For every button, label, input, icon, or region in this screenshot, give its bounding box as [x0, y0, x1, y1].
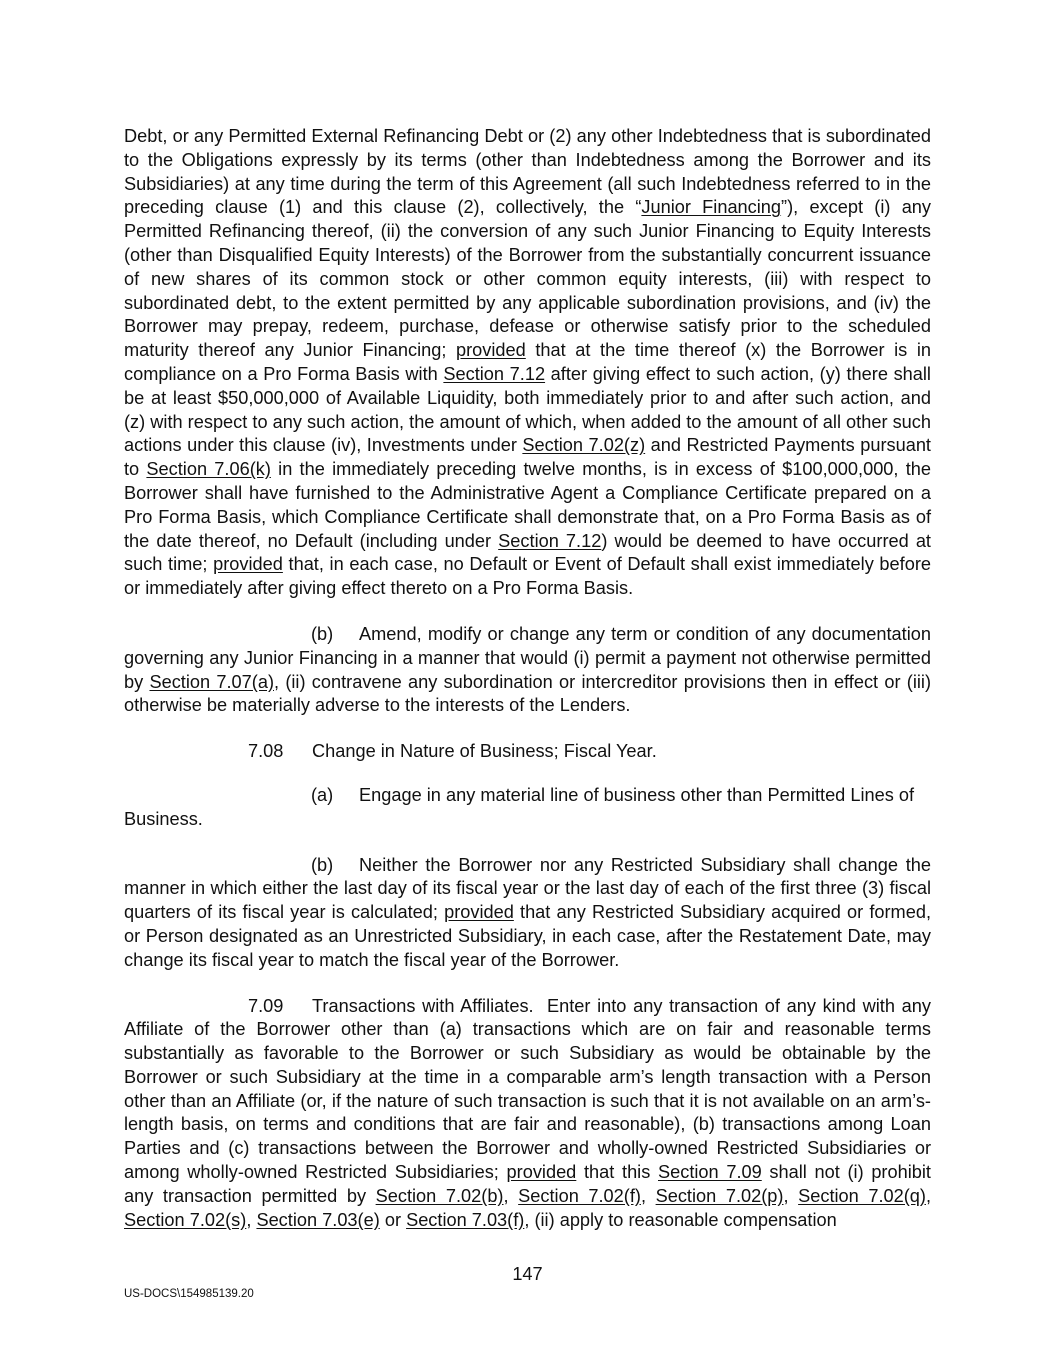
section-number: 7.09	[248, 995, 284, 1016]
document-id: US-DOCS\154985139.20	[124, 1288, 254, 1300]
paragraph-7-09	[124, 995, 931, 1233]
document-page	[124, 125, 931, 1232]
section-reference: Section 7.02(f)	[518, 1185, 641, 1206]
text: Engage in any material line of business other than Permitted Lines of Business.	[124, 784, 915, 829]
text: Amend, modify or change any term or condition of any documentation governing any Junior Financing in a manner that would (i) permit a payment not otherwise permitted by	[124, 623, 931, 692]
section-reference: Section 7.03(e)	[256, 1209, 380, 1230]
section-reference: Section 7.12	[443, 363, 546, 384]
separator: ,	[783, 1185, 799, 1206]
spacer	[124, 832, 931, 854]
section-reference: Section 7.02(s)	[124, 1209, 247, 1230]
text: ”), except (i) any Permitted Refinancing thereof, (ii) the conversion of any such Junior Financing to Equity Interests (other than Disqualified Equity Interests) of the Borrower from the substantially concurrent issuance of new shares of its common stock or other common equity interests, (iii) with respect to subordinated debt, to the extent permitted by any applicable subordination provisions, and (iv) the Borrower may prepay, redeem, purchase, defease or otherwise satisfy prior to the scheduled maturity thereof any Junior Financing;	[124, 197, 932, 361]
separator: or	[379, 1209, 407, 1230]
section-reference: Section 7.02(z)	[522, 435, 646, 456]
section-title: Change in Nature of Business; Fiscal Year.	[312, 741, 657, 762]
paragraph-junior-financing-continued	[124, 125, 931, 601]
paragraph-7-08-a	[124, 784, 931, 832]
provided-term: provided	[506, 1162, 577, 1183]
provided-term: provided	[456, 340, 526, 361]
separator: ,	[503, 1185, 519, 1206]
section-reference: Section 7.06(k)	[146, 459, 271, 480]
text: in the immediately preceding twelve months, is in excess of $100,000,000, the Borrower shall have furnished to the Administrative Agent a Compliance Certificate prepared on a Pro Forma Basis, which Compliance Certificate shall demonstrate that, on a Pro Forma Basis as of the date thereof, no Default (including under	[124, 459, 931, 551]
text: that, in each case, no Default or Event of Default shall exist immediately before or immediately after giving effect thereto on a Pro Forma Basis.	[124, 554, 931, 599]
separator: ,	[925, 1185, 932, 1206]
clause-label: (b)	[311, 854, 334, 875]
separator: ,	[246, 1209, 257, 1230]
spacer	[124, 718, 931, 740]
text: Enter into any transaction of any kind with any Affiliate of the Borrower other than (a) transactions which are on fair and reasonable terms substantially as favorable to the Borrower or such Subsidiary as would be obtainable by the Borrower or such Subsidiary at the time in a comparable arm’s length transaction with a Person other than an Affiliate (or, if the nature of such transaction is such that it is not available on an arm’s-length basis, on terms and conditions that are fair and reasonable), (b) transactions among Loan Parties and (c) transactions between the Borrower and wholly-owned Restricted Subsidiaries or among wholly-owned Restricted Subsidiaries;	[124, 995, 931, 1183]
text: that this	[576, 1162, 658, 1183]
text: Neither the Borrower nor any Restricted Subsidiary shall change the manner in which either the last day of its fiscal year or the last day of each of the first three (3) fiscal quarters of its fiscal year is calculated;	[124, 854, 931, 923]
text: that at the time thereof (x) the Borrower is in compliance on a Pro Forma Basis with	[124, 340, 931, 384]
provided-term: provided	[444, 902, 514, 923]
text: that any Restricted Subsidiary acquired or formed, or Person designated as an Unrestricted Subsidiary, in each case, after the Restatement Date, may change its fiscal year to match the fiscal year of the Borrower.	[124, 902, 931, 970]
clause-label: (a)	[311, 784, 334, 805]
provided-term: provided	[213, 554, 283, 575]
separator: ,	[640, 1185, 656, 1206]
section-reference: Section 7.03(f)	[406, 1209, 525, 1230]
section-title: Transactions with Affiliates.	[312, 995, 534, 1016]
defined-term-junior-financing: Junior Financing	[641, 197, 782, 218]
section-reference: Section 7.09	[658, 1162, 762, 1183]
text: , (ii) apply to reasonable compensation	[524, 1209, 837, 1230]
page-number: 147	[512, 1264, 543, 1284]
paragraph-b-amend	[124, 623, 931, 718]
section-number: 7.08	[248, 741, 284, 762]
paragraph-7-08-b	[124, 854, 931, 973]
text: , (ii) contravene any subordination or intercreditor provisions then in effect or (iii) otherwise be materially adverse to the interests of the Lenders.	[124, 671, 932, 716]
spacer	[124, 601, 931, 623]
section-reference: Section 7.02(p)	[655, 1185, 784, 1206]
clause-label: (b)	[311, 623, 334, 644]
text: ) would be deemed to have occurred at such time;	[124, 530, 931, 575]
section-heading-7-08	[124, 740, 931, 764]
section-reference: Section 7.02(b)	[375, 1185, 504, 1206]
section-reference: Section 7.12	[498, 530, 602, 551]
spacer	[124, 973, 931, 995]
text: and Restricted Payments pursuant to	[124, 435, 931, 480]
section-reference: Section 7.02(q)	[798, 1185, 926, 1206]
text: Debt, or any Permitted External Refinancing Debt or (2) any other Indebtedness that is subordinated to the Obligations expressly by its terms (other than Indebtedness among the Borrower and its Subsidiaries) at any time during the term of this Agreement (all such Indebtedness referred to in the preceding clause (1) and this clause (2), collectively, the “	[124, 126, 931, 218]
spacer	[124, 764, 931, 784]
text: shall not (i) prohibit any transaction permitted by	[124, 1162, 931, 1206]
section-reference: Section 7.07(a)	[149, 671, 275, 692]
text: after giving effect to such action, (y) there shall be at least $50,000,000 of Available Liquidity, both immediately prior to and after such action, and (z) with respect to any such action, the amount of which, when added to the amount of all other such actions under this clause (iv), Investments under	[124, 363, 931, 456]
